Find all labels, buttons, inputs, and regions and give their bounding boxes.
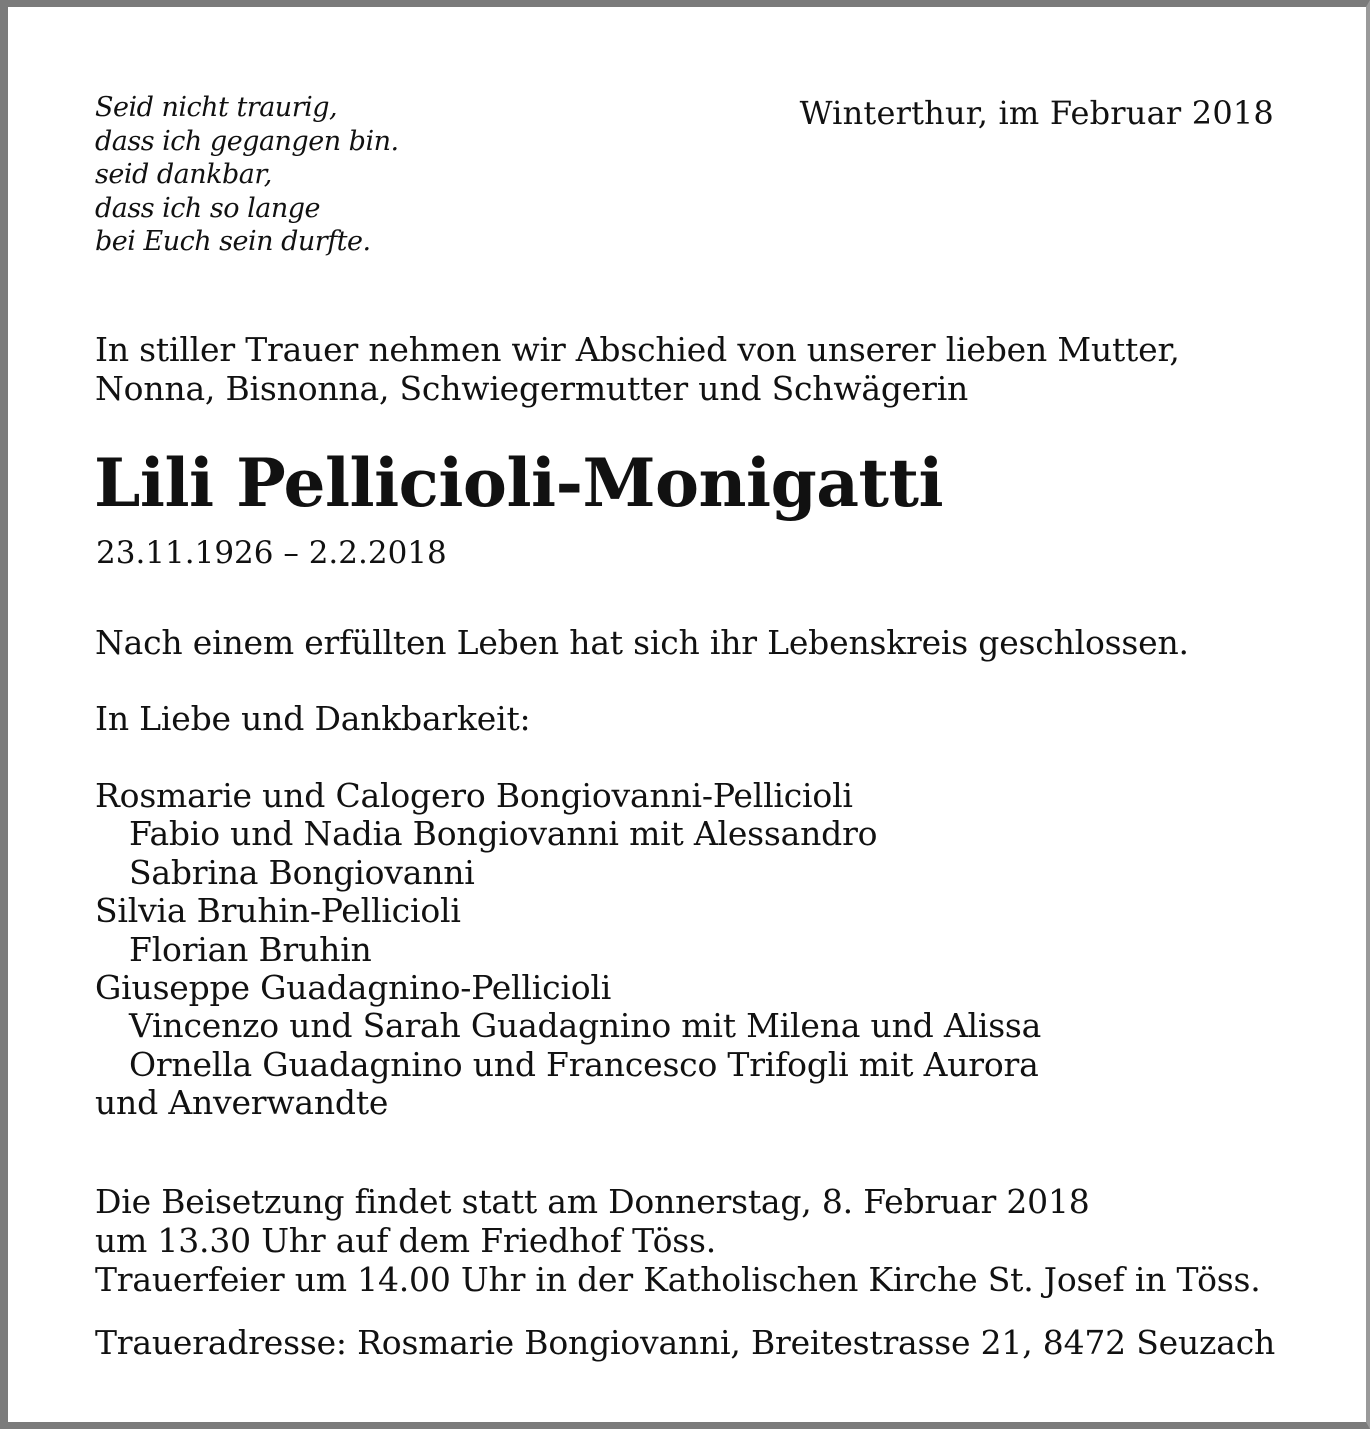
poem-line: dass ich so lange bbox=[95, 192, 320, 224]
family-member: Ornella Guadagnino und Francesco Trifogli mit Aurora bbox=[129, 1044, 1039, 1084]
intro-line: In stiller Trauer nehmen wir Abschied von unserer lieben Mutter, bbox=[95, 330, 1180, 369]
gratitude-text: In Liebe und Dankbarkeit: bbox=[95, 699, 531, 738]
funeral-line: um 13.30 Uhr auf dem Friedhof Töss. bbox=[95, 1221, 717, 1260]
deceased-name: Lili Pellicioli-Monigatti bbox=[94, 444, 944, 522]
family-member: Giuseppe Guadagnino-Pellicioli bbox=[95, 968, 612, 1008]
intro-line: Nonna, Bisnonna, Schwiegermutter und Schwägerin bbox=[95, 369, 969, 408]
family-member: Vincenzo und Sarah Guadagnino mit Milena und Alissa bbox=[129, 1006, 1042, 1046]
poem bbox=[95, 91, 399, 259]
fulfilled-life-text: Nach einem erfüllten Leben hat sich ihr Lebenskreis geschlossen. bbox=[95, 623, 1189, 662]
life-dates: 23.11.1926 – 2.2.2018 bbox=[96, 535, 447, 571]
family-member: und Anverwandte bbox=[95, 1083, 389, 1123]
poem-line: Seid nicht traurig, bbox=[95, 92, 338, 123]
family-member: Rosmarie und Calogero Bongiovanni-Pellicioli bbox=[95, 776, 853, 815]
family-member: Sabrina Bongiovanni bbox=[129, 852, 475, 892]
intro-text bbox=[95, 330, 1180, 408]
family-member: Florian Bruhin bbox=[129, 929, 372, 969]
poem-line: bei Euch sein durfte. bbox=[95, 226, 371, 258]
funeral-line: Trauerfeier um 14.00 Uhr in der Katholischen Kirche St. Josef in Töss. bbox=[95, 1260, 1261, 1299]
family-list bbox=[95, 777, 1041, 1123]
family-member: Silvia Bruhin-Pellicioli bbox=[95, 891, 461, 931]
poem-line: seid dankbar, bbox=[95, 159, 272, 191]
funeral-details bbox=[95, 1182, 1261, 1299]
mourning-address: Traueradresse: Rosmarie Bongiovanni, Breitestrasse 21, 8472 Seuzach bbox=[95, 1323, 1276, 1362]
funeral-line: Die Beisetzung findet statt am Donnerstag, 8. Februar 2018 bbox=[95, 1182, 1090, 1221]
poem-line: dass ich gegangen bin. bbox=[95, 125, 399, 157]
place-and-date: Winterthur, im Februar 2018 bbox=[799, 94, 1274, 132]
family-member: Fabio und Nadia Bongiovanni mit Alessandro bbox=[129, 814, 878, 854]
